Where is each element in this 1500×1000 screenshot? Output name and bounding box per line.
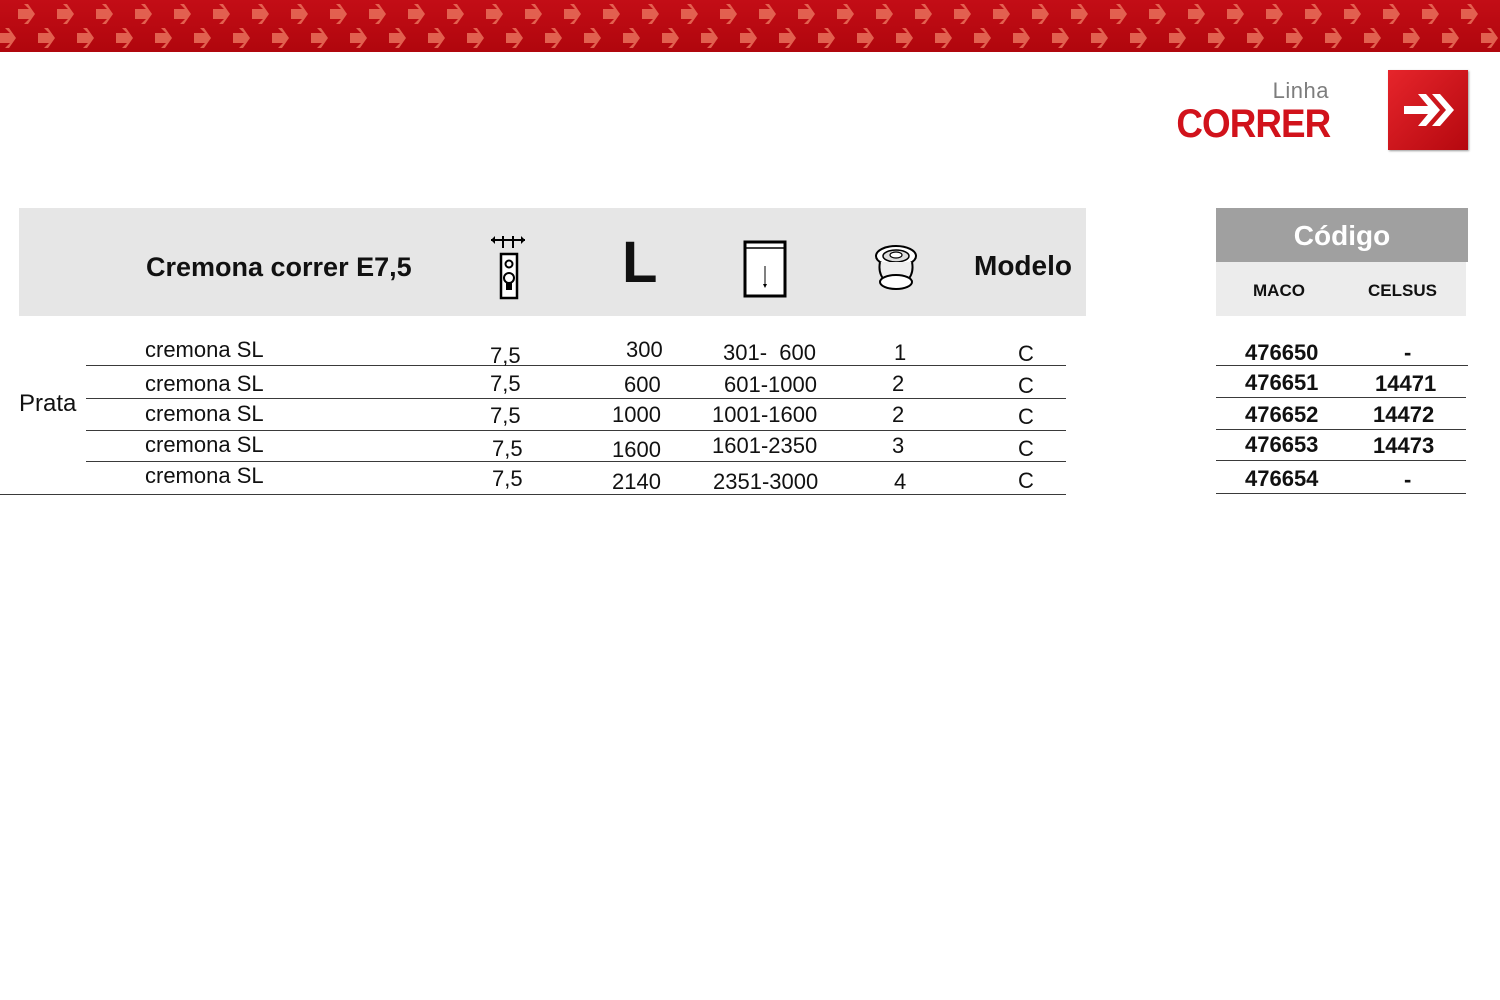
model-value: C xyxy=(1018,468,1034,493)
arrow-right-icon xyxy=(155,28,172,48)
arrow-pattern xyxy=(0,0,1500,52)
height-range-value: 601-1000 xyxy=(724,372,817,397)
model-value: C xyxy=(1018,404,1034,429)
arrow-right-icon xyxy=(1364,28,1381,48)
arrow-right-icon xyxy=(1422,4,1439,24)
double-arrow-right-icon xyxy=(1388,70,1468,150)
item-name: cremona xyxy=(145,401,231,426)
arrow-right-icon xyxy=(1403,28,1420,48)
keepers-value: 2 xyxy=(892,371,905,396)
item-suffix: SL xyxy=(236,401,264,426)
arrow-right-icon xyxy=(291,4,308,24)
celsus-column-header: CELSUS xyxy=(1368,281,1437,300)
backset-value: 7,5 xyxy=(492,466,523,491)
arrow-right-icon xyxy=(720,4,737,24)
maco-code: 476653 xyxy=(1245,432,1319,457)
arrow-right-icon xyxy=(740,28,757,48)
arrow-right-icon xyxy=(1461,4,1478,24)
arrow-right-icon xyxy=(447,4,464,24)
height-range-value: 1601-2350 xyxy=(712,433,818,458)
celsus-code: 14473 xyxy=(1373,433,1435,458)
arrow-right-icon xyxy=(974,28,991,48)
arrow-right-icon xyxy=(233,28,250,48)
maco-code: 476651 xyxy=(1245,370,1319,395)
keepers-value: 3 xyxy=(892,433,905,458)
arrow-right-icon xyxy=(1110,4,1127,24)
arrow-right-icon xyxy=(1071,4,1088,24)
model-column-header: Modelo xyxy=(974,250,1072,281)
arrow-right-icon xyxy=(1130,28,1147,48)
arrow-right-icon xyxy=(896,28,913,48)
length-value: 600 xyxy=(624,372,661,397)
celsus-code: - xyxy=(1404,467,1412,492)
item-suffix: SL xyxy=(236,371,264,396)
arrow-right-icon xyxy=(759,4,776,24)
keepers-value: 2 xyxy=(892,402,905,427)
maco-code: 476654 xyxy=(1245,466,1319,491)
arrow-right-icon xyxy=(213,4,230,24)
backset-value: 7,5 xyxy=(492,436,523,461)
arrow-right-icon xyxy=(564,4,581,24)
code-row xyxy=(1216,398,1466,430)
table-row xyxy=(86,429,1066,462)
window-height-icon xyxy=(743,240,787,298)
arrow-right-icon xyxy=(77,28,94,48)
arrow-right-icon xyxy=(798,4,815,24)
product-title: Cremona correr E7,5 xyxy=(146,252,412,282)
arrow-right-icon xyxy=(486,4,503,24)
code-row xyxy=(1216,366,1466,398)
arrow-right-icon xyxy=(1266,4,1283,24)
arrow-right-icon xyxy=(0,28,16,48)
arrow-right-icon xyxy=(525,4,542,24)
item-name: cremona xyxy=(145,337,231,362)
keeper-roller-icon xyxy=(874,242,918,292)
item-suffix: SL xyxy=(236,432,264,457)
table-row xyxy=(0,462,1066,495)
table-row xyxy=(86,398,1066,431)
arrow-right-icon xyxy=(389,28,406,48)
arrow-right-icon xyxy=(837,4,854,24)
arrow-right-icon xyxy=(174,4,191,24)
table-row xyxy=(86,333,1066,366)
arrow-right-icon xyxy=(428,28,445,48)
arrow-right-icon xyxy=(96,4,113,24)
height-range-value: 2351-3000 xyxy=(713,469,819,494)
arrow-right-icon xyxy=(350,28,367,48)
arrow-right-icon xyxy=(1052,28,1069,48)
length-icon: L xyxy=(622,230,658,295)
backset-value: 7,5 xyxy=(490,343,521,368)
code-row xyxy=(1216,461,1466,494)
arrow-right-icon xyxy=(779,28,796,48)
arrow-right-icon xyxy=(642,4,659,24)
arrow-right-icon xyxy=(545,28,562,48)
arrow-right-icon xyxy=(1325,28,1342,48)
celsus-code: 14472 xyxy=(1373,402,1435,427)
arrow-right-icon xyxy=(993,4,1010,24)
arrow-right-icon xyxy=(1305,4,1322,24)
length-value: 300 xyxy=(626,337,663,362)
top-banner xyxy=(0,0,1500,52)
table-row xyxy=(86,366,1066,399)
arrow-right-icon xyxy=(1442,28,1459,48)
length-value: 2140 xyxy=(612,469,661,494)
arrow-right-icon xyxy=(1247,28,1264,48)
arrow-right-icon xyxy=(1383,4,1400,24)
arrow-right-icon xyxy=(1227,4,1244,24)
keepers-value: 1 xyxy=(894,340,907,365)
arrow-right-icon xyxy=(681,4,698,24)
model-value: C xyxy=(1018,436,1034,461)
arrow-right-icon xyxy=(194,28,211,48)
arrow-right-icon xyxy=(701,28,718,48)
finish-label: Prata xyxy=(19,390,77,417)
arrow-right-icon xyxy=(506,28,523,48)
backset-handle-icon xyxy=(489,234,527,300)
arrow-right-icon xyxy=(467,28,484,48)
arrow-right-icon xyxy=(935,28,952,48)
product-table-header xyxy=(19,208,1086,316)
length-value: 1000 xyxy=(612,402,661,427)
code-table xyxy=(1216,208,1468,492)
arrow-right-icon xyxy=(252,4,269,24)
line-label: Linha xyxy=(1272,78,1329,103)
model-value: C xyxy=(1018,341,1034,366)
arrow-right-icon xyxy=(584,28,601,48)
arrow-right-icon xyxy=(272,28,289,48)
maco-code: 476652 xyxy=(1245,402,1319,427)
arrow-right-icon xyxy=(311,28,328,48)
arrow-right-icon xyxy=(135,4,152,24)
arrow-right-icon xyxy=(876,4,893,24)
arrow-right-icon xyxy=(18,4,35,24)
arrow-right-icon xyxy=(1169,28,1186,48)
arrow-right-icon xyxy=(818,28,835,48)
arrow-right-icon xyxy=(369,4,386,24)
item-name: cremona xyxy=(145,463,231,488)
code-table-title: Código xyxy=(1216,208,1468,262)
keepers-value: 4 xyxy=(894,469,907,494)
code-table-subheader xyxy=(1216,262,1466,316)
brand-block xyxy=(1176,70,1468,152)
arrow-right-icon xyxy=(330,4,347,24)
height-range-value: 301- 600 xyxy=(723,340,816,365)
backset-value: 7,5 xyxy=(490,371,521,396)
maco-column-header: MACO xyxy=(1253,281,1305,300)
model-value: C xyxy=(1018,373,1034,398)
arrow-right-icon xyxy=(1208,28,1225,48)
arrow-right-icon xyxy=(915,4,932,24)
item-suffix: SL xyxy=(236,463,264,488)
arrow-right-icon xyxy=(1091,28,1108,48)
arrow-right-icon xyxy=(603,4,620,24)
arrow-right-icon xyxy=(1286,28,1303,48)
arrow-right-icon xyxy=(1344,4,1361,24)
celsus-code: - xyxy=(1404,340,1412,365)
item-name: cremona xyxy=(145,371,231,396)
arrow-right-icon xyxy=(1481,28,1498,48)
arrow-right-icon xyxy=(1013,28,1030,48)
code-row xyxy=(1216,429,1466,461)
arrow-right-icon xyxy=(408,4,425,24)
arrow-right-icon xyxy=(662,28,679,48)
code-row xyxy=(1216,334,1468,366)
arrow-right-icon xyxy=(1149,4,1166,24)
maco-code: 476650 xyxy=(1245,340,1319,365)
arrow-right-icon xyxy=(38,28,55,48)
length-value: 1600 xyxy=(612,437,661,462)
arrow-right-icon xyxy=(623,28,640,48)
line-name: CORRER xyxy=(1176,102,1330,146)
height-range-value: 1001-1600 xyxy=(712,402,818,427)
arrow-right-icon xyxy=(954,4,971,24)
arrow-right-icon xyxy=(1032,4,1049,24)
arrow-right-icon xyxy=(1188,4,1205,24)
celsus-code: 14471 xyxy=(1375,371,1437,396)
backset-value: 7,5 xyxy=(490,403,521,428)
arrow-right-icon xyxy=(57,4,74,24)
arrow-right-icon xyxy=(857,28,874,48)
arrow-right-icon xyxy=(116,28,133,48)
item-suffix: SL xyxy=(236,337,264,362)
item-name: cremona xyxy=(145,432,231,457)
